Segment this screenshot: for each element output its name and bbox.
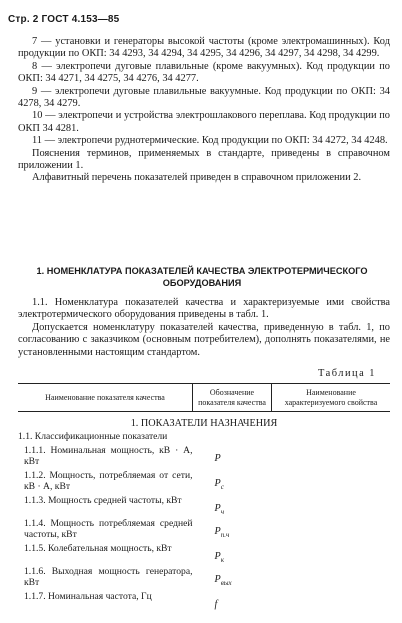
section-title: 1. НОМЕНКЛАТУРА ПОКАЗАТЕЛЕЙ КАЧЕСТВА ЭЛЕКТРОТЕРМИЧЕСКОГО ОБОРУДОВАНИЯ bbox=[36, 266, 368, 288]
page-header: Стр. 2 ГОСТ 4.153—85 bbox=[8, 14, 120, 25]
paragraph: 9 — электропечи дуговые плавильные вакуумные. Код продукции по ОКП: 34 4278, 34 4279. bbox=[18, 85, 390, 110]
table-row bbox=[18, 543, 390, 566]
paragraph: Пояснения терминов, применяемых в стандарте, приведены в справочном приложении 1. bbox=[18, 147, 390, 172]
paragraph: 8 — электропечи дуговые плавильные (кроме вакуумных). Код продукции по ОКП: 34 4271, 34 4275, 34 4276, 34 4277. bbox=[18, 60, 390, 85]
indicator-symbol bbox=[193, 591, 272, 614]
paragraph: 1.1. Номенклатура показателей качества и характеризуемые ими свойства электротермического оборудования приведены в табл. 1. bbox=[18, 297, 390, 321]
column-header: Обозначение показателя качества bbox=[193, 384, 272, 412]
indicator-property bbox=[272, 591, 391, 614]
symbol-subscript: к bbox=[220, 556, 225, 565]
indicator-property bbox=[272, 543, 391, 566]
indicators-table bbox=[18, 383, 390, 614]
indicator-name: 1.1.7. Номинальная частота, Гц bbox=[24, 591, 152, 603]
table-row bbox=[18, 470, 390, 495]
table-caption: Таблица 1 bbox=[318, 368, 376, 379]
symbol-letter: P bbox=[214, 551, 221, 563]
paragraph: 7 — установки и генераторы высокой частоты (кроме электромашинных). Код продукции по ОКП: 34 4293, 34 4294, 34 4295, 34 4296, 34 4297, 34 4298, 34 4299. bbox=[18, 36, 390, 60]
table-subheading: 1. ПОКАЗАТЕЛИ НАЗНАЧЕНИЯ bbox=[130, 418, 278, 429]
paragraph: 10 — электропечи и устройства электрошлакового переплава. Код продукции по ОКП 34 4281. bbox=[18, 110, 390, 134]
paragraph: Допускается номенклатуру показателей качества, приведенную в табл. 1, по согласованию с заказчиком (основным потребителем), дополнять показателями, не установленными настоящим стандартом. bbox=[18, 321, 390, 358]
symbol-subscript: ч bbox=[220, 508, 225, 517]
indicator-name: 1.1.3. Мощность средней частоты, кВт bbox=[24, 495, 182, 506]
section-text bbox=[18, 297, 390, 359]
indicator-property bbox=[272, 566, 391, 591]
indicator-property bbox=[272, 445, 391, 470]
indicator-symbol bbox=[193, 518, 272, 543]
symbol-letter: P bbox=[214, 503, 221, 514]
symbol-letter: f bbox=[214, 599, 218, 611]
indicator-name: 1.1.4. Мощность потребляемая средней частоты, кВт bbox=[24, 518, 193, 541]
indicator-property bbox=[272, 470, 391, 495]
indicator-symbol bbox=[193, 470, 272, 495]
indicator-property bbox=[272, 431, 391, 445]
symbol-letter: P bbox=[214, 478, 221, 489]
table-row bbox=[18, 445, 390, 470]
table-row bbox=[18, 431, 390, 445]
indicator-name: 1.1.1. Номинальная мощность, кВ · А, кВт bbox=[24, 445, 193, 467]
table-row bbox=[18, 518, 390, 543]
indicator-symbol bbox=[193, 495, 272, 518]
indicator-name: 1.1. Классификационные показатели bbox=[18, 431, 168, 442]
table-row bbox=[18, 566, 390, 591]
indicator-name: 1.1.2. Мощность, потребляемая от сети, кВ · А, кВт bbox=[24, 470, 193, 492]
indicator-name: 1.1.6. Выходная мощность генератора, кВт bbox=[24, 566, 193, 589]
symbol-subscript: c bbox=[220, 483, 224, 492]
table-row bbox=[18, 591, 390, 614]
intro-text bbox=[18, 36, 390, 185]
indicator-symbol bbox=[193, 431, 272, 445]
indicator-symbol bbox=[193, 543, 272, 566]
column-header: Наименование характеризуемого свойства bbox=[272, 384, 391, 412]
paragraph: 11 — электропечи руднотермические. Код продукции по ОКП: 34 4272, 34 4248. bbox=[32, 135, 388, 147]
symbol-letter: P bbox=[214, 453, 221, 464]
indicator-property bbox=[272, 495, 391, 518]
indicator-symbol bbox=[193, 445, 272, 470]
symbol-subscript: п.ч bbox=[220, 531, 230, 540]
symbol-letter: P bbox=[214, 526, 221, 538]
indicator-symbol bbox=[193, 566, 272, 591]
symbol-subscript: вых bbox=[220, 579, 232, 588]
paragraph: Алфавитный перечень показателей приведен в справочном приложении 2. bbox=[32, 172, 362, 184]
indicator-property bbox=[272, 518, 391, 543]
table-row bbox=[18, 495, 390, 518]
column-header: Наименование показателя качества bbox=[18, 384, 193, 412]
symbol-letter: P bbox=[214, 574, 221, 586]
indicator-name: 1.1.5. Колебательная мощность, кВт bbox=[24, 543, 172, 555]
